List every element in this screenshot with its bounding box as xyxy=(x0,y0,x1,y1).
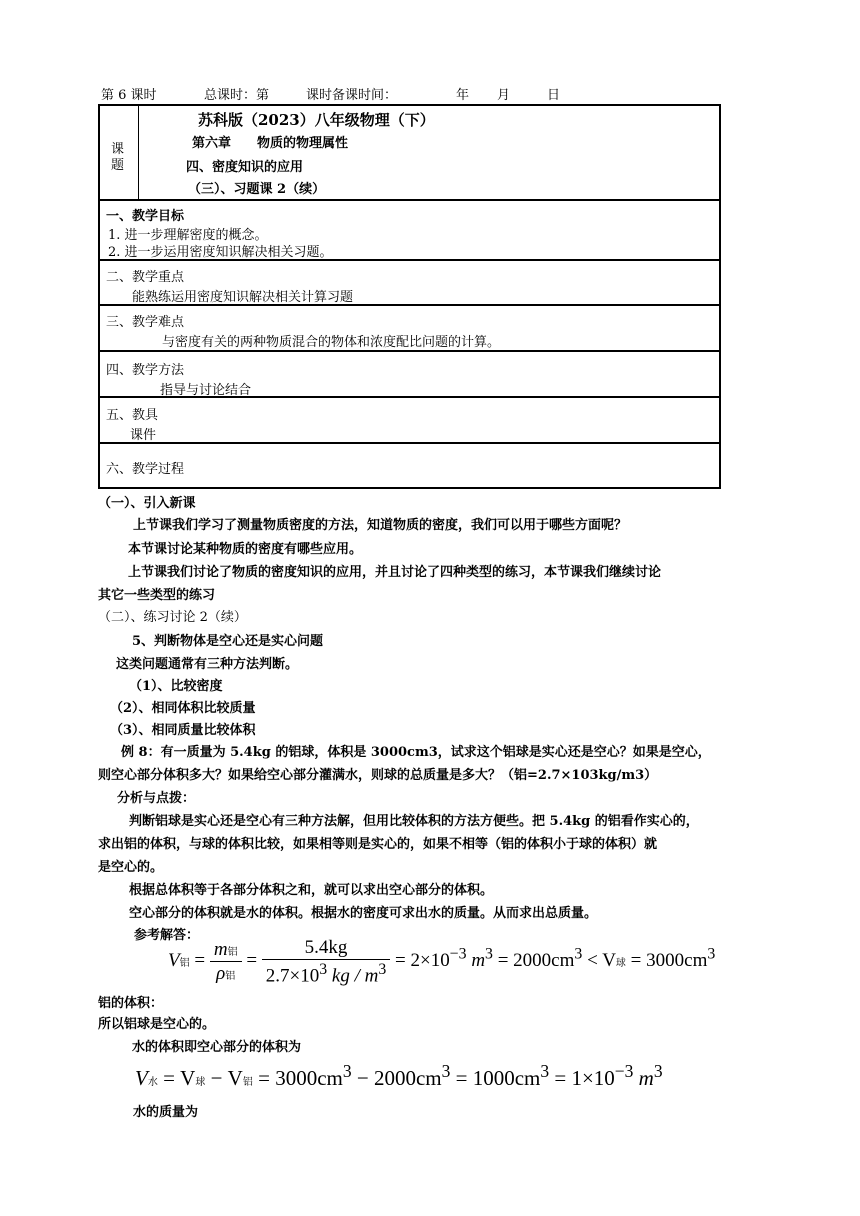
f1-rhs: = 2×10 xyxy=(395,950,450,972)
f2-e: m xyxy=(633,1066,654,1090)
process-title: 六、教学过程 xyxy=(106,462,185,477)
month-label: 月 xyxy=(497,88,511,103)
topic-label-1: 课 xyxy=(111,142,125,157)
f2-b: − 2000cm xyxy=(351,1066,442,1090)
f1-den-a: 2.7×10 xyxy=(265,965,320,987)
conclusion-hollow: 所以铝球是空心的。 xyxy=(98,1017,216,1032)
f2-c-exp: 3 xyxy=(540,1061,550,1081)
f1-rhs3: = 3000cm xyxy=(625,950,708,972)
para-intro-3b: 其它一些类型的练习 xyxy=(98,588,216,603)
water-mass-label: 水的质量为 xyxy=(133,1105,199,1120)
f1-rho: ρ xyxy=(216,963,226,985)
para-intro-1: 上节课我们学习了测量物质密度的方法，知道物质的密度，我们可以用于哪些方面呢？ xyxy=(133,518,628,533)
chapter-title: 第六章 物质的物理属性 xyxy=(192,136,349,151)
process-row xyxy=(100,442,719,489)
f1-frac-symbols xyxy=(210,940,242,983)
aluminum-volume-label: 铝的体积： xyxy=(98,996,164,1011)
f1-sub-al: 铝 xyxy=(179,958,190,970)
f2-sub-water: 水 xyxy=(147,1077,158,1088)
f1-rhs-unit: m xyxy=(466,950,486,972)
f1-frac-values xyxy=(262,938,391,985)
method-3: （3）、相同质量比较体积 xyxy=(110,723,256,738)
three-methods: 这类问题通常有三种方法判断。 xyxy=(116,657,299,672)
tools-row xyxy=(100,396,719,444)
f2-sub-al: 铝 xyxy=(242,1077,253,1088)
f2-e-exp: 3 xyxy=(653,1061,663,1081)
section-practice: （二）、练习讨论 2（续） xyxy=(98,610,247,625)
para-intro-3a: 上节课我们讨论了物质的密度知识的应用，并且讨论了四种类型的练习，本节课我们继续讨论 xyxy=(128,565,662,580)
analysis-1b: 求出铝的体积，与球的体积比较，如果相等则是实心的，如果不相等（铝的体积小于球的体积）就 xyxy=(98,837,658,852)
method-2: （2）、相同体积比较质量 xyxy=(110,701,256,716)
topic-label-2: 题 xyxy=(111,158,125,173)
lesson-plan-table xyxy=(98,104,721,489)
method-row xyxy=(100,350,719,398)
example-8a: 例 8：有一质量为 5.4kg 的铝球，体积是 3000cm3，试求这个铝球是实心还是空心？如果是空心， xyxy=(121,745,711,760)
f1-den-exp2: 3 xyxy=(378,961,387,978)
f1-rhs2-exp: 3 xyxy=(574,945,583,963)
key-title: 二、教学重点 xyxy=(106,270,185,285)
f1-rho-sub: 铝 xyxy=(225,971,236,983)
f1-num: 5.4kg xyxy=(262,938,391,960)
difficulty-text: 与密度有关的两种物质混合的物体和浓度配比问题的计算。 xyxy=(162,335,501,350)
difficulty-row xyxy=(100,304,719,352)
method-text: 指导与讨论结合 xyxy=(160,383,252,398)
para-intro-2: 本节课讨论某种物质的密度有哪些应用。 xyxy=(128,542,363,557)
f1-rhs3-exp: 3 xyxy=(707,945,716,963)
total-lessons: 总课时：第 xyxy=(204,88,270,103)
tools-text: 课件 xyxy=(130,428,157,443)
analysis-3: 空心部分的体积就是水的体积。根据水的密度可求出水的质量。从而求出总质量。 xyxy=(129,906,598,921)
method-title: 四、教学方法 xyxy=(106,363,185,378)
topic-5: 5、判断物体是空心还是实心问题 xyxy=(132,634,324,649)
example-8b: 则空心部分体积多大？如果给空心部分灌满水，则球的总质量是多大？（铝=2.7×103kg/m3） xyxy=(98,768,658,783)
f1-m: m xyxy=(213,939,228,961)
f2-d-exp: −3 xyxy=(614,1061,634,1081)
f2-v: V xyxy=(135,1066,148,1090)
analysis-2: 根据总体积等于各部分体积之和，就可以求出空心部分的体积。 xyxy=(129,883,494,898)
f1-den-exp: 3 xyxy=(319,961,328,978)
f1-rhs-exp2: 3 xyxy=(485,945,493,963)
key-row xyxy=(100,259,719,306)
analysis-1a: 判断铝球是实心还是空心有三种方法解，但用比较体积的方法方便些。把 5.4kg 的铝看作实心的， xyxy=(129,814,699,829)
answer-title: 参考解答： xyxy=(134,928,200,943)
subsection-title: （三）、习题课 2（续） xyxy=(188,182,326,197)
f2-a: = 3000cm xyxy=(252,1066,343,1090)
difficulty-title: 三、教学难点 xyxy=(106,315,185,330)
day-label: 日 xyxy=(547,88,561,103)
water-volume-label: 水的体积即空心部分的体积为 xyxy=(132,1040,302,1055)
formula-aluminum-volume: V铝 = $\frac{\text{m铝}}{\text{ρ铝}}$ = $\frac{5.4kg}{2.7\times 10^3 kg / m^3}$ = $2\times 10^{-3}$ $m^3 = 2000cm^3 < V$球 = $3000cm^3$ xyxy=(168,937,716,987)
f2-eq: = V xyxy=(157,1066,196,1090)
goals-title: 一、教学目标 xyxy=(106,209,185,224)
f1-rhs-exp: −3 xyxy=(449,945,467,963)
f1-v: V xyxy=(168,950,180,972)
lesson-number: 第 6 课时 xyxy=(101,88,157,103)
f2-minus: − V xyxy=(205,1066,243,1090)
goal-1: 1. 进一步理解密度的概念。 xyxy=(108,228,268,243)
topic-divider xyxy=(138,106,139,199)
section-intro: （一）、引入新课 xyxy=(98,496,196,511)
method-1: （1）、比较密度 xyxy=(129,679,223,694)
f1-lt: < V xyxy=(582,950,616,972)
tools-title: 五、教具 xyxy=(106,408,159,423)
topic-row xyxy=(100,106,719,199)
key-text: 能熟练运用密度知识解决相关计算习题 xyxy=(132,290,354,305)
f1-sub-ball: 球 xyxy=(615,958,626,970)
analysis-title: 分析与点拨： xyxy=(117,791,196,806)
goal-2: 2. 进一步运用密度知识解决相关习题。 xyxy=(108,245,333,260)
year-label: 年 xyxy=(456,88,470,103)
f1-rhs2: = 2000cm xyxy=(492,950,575,972)
formula-water-volume xyxy=(135,1060,663,1092)
f2-c: = 1000cm xyxy=(450,1066,541,1090)
f2-d: = 1×10 xyxy=(549,1066,615,1090)
f1-m-sub: 铝 xyxy=(227,947,238,959)
section-title: 四、密度知识的应用 xyxy=(186,160,304,175)
f2-b-exp: 3 xyxy=(441,1061,451,1081)
book-title: 苏科版（2023）八年级物理（下） xyxy=(198,111,435,129)
prep-time: 课时备课时间： xyxy=(306,88,398,103)
f2-sub-ball: 球 xyxy=(195,1077,206,1088)
f1-den-b: kg / m xyxy=(327,965,379,987)
analysis-1c: 是空心的。 xyxy=(98,860,164,875)
f2-a-exp: 3 xyxy=(342,1061,352,1081)
goals-row xyxy=(100,199,719,261)
